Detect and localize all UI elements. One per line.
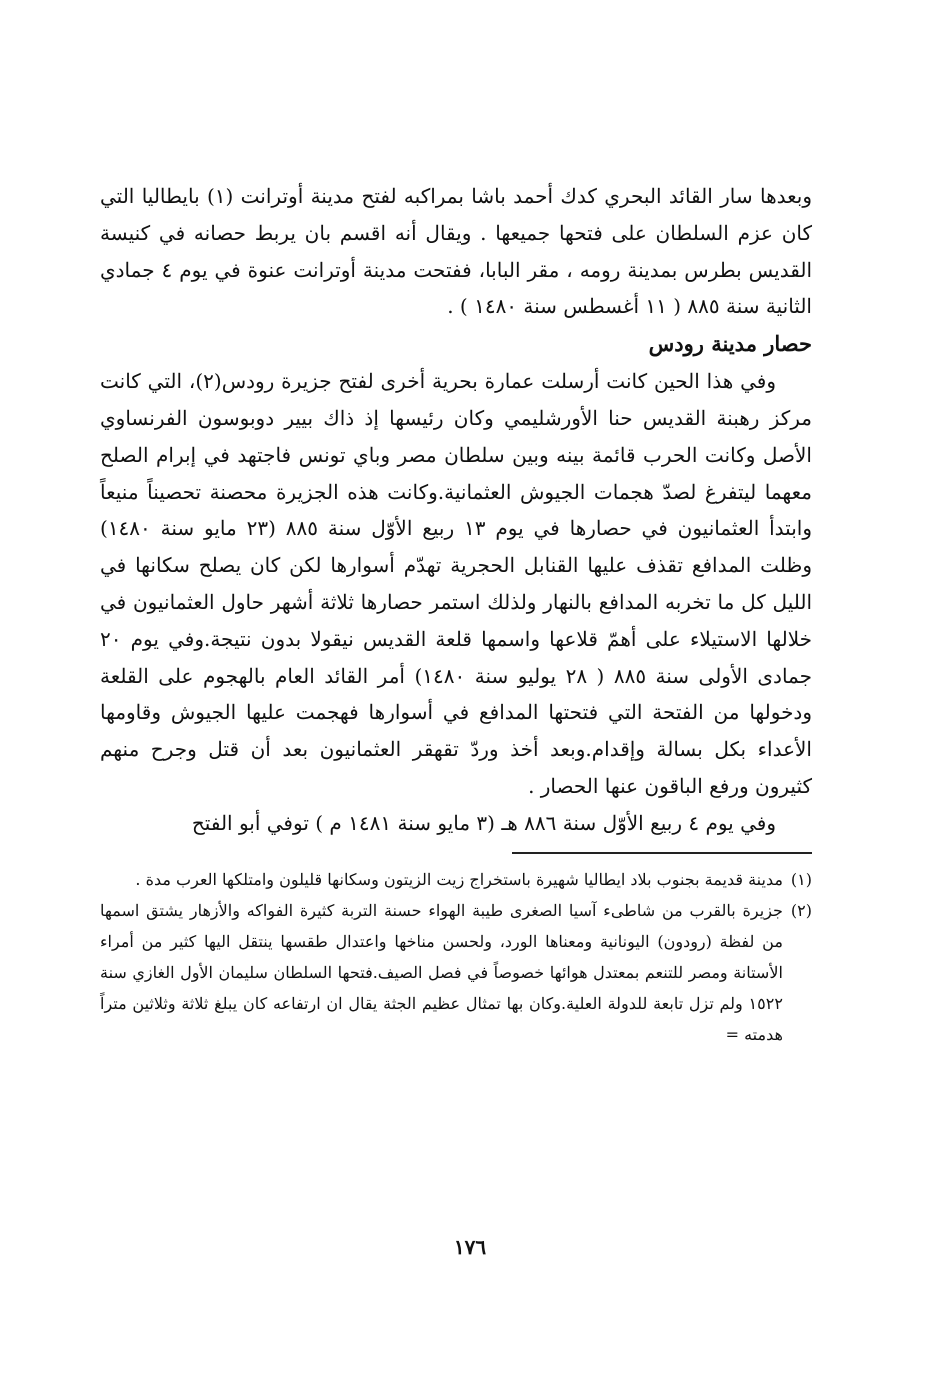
footnote-number: (١) (790, 869, 812, 889)
footnote-1 (100, 864, 812, 895)
page-number: ١٧٦ (453, 1235, 487, 1259)
section-heading: حصار مدينة رودس (648, 331, 812, 357)
footnote-divider (512, 852, 812, 854)
page-content (100, 178, 812, 1050)
body-paragraph-1: وبعدها سار القائد البحري كدك أحمد باشا بمراكبه لفتح مدينة أوترانت (١) بايطاليا التي كان عزم السلطان على فتحها جميعها . ويقال أنه اقسم بان يربط حصانه في كنيسة القديس بطرس بمدينة رومه ، مقر البابا، ففتحت مدينة أوترانت عنوة في يوم ٤ جمادي الثانية سنة ٨٨٥ ( ١١ أغسطس سنة ١٤٨٠ ) . (100, 184, 813, 319)
footnote-2 (100, 895, 812, 1050)
body-paragraph-3: وفي يوم ٤ ربيع الأوّل سنة ٨٨٦ هـ (٣ مايو سنة ١٤٨١ م ) توفي أبو الفتح (191, 810, 776, 835)
body-paragraph-2: وفي هذا الحين كانت أرسلت عمارة بحرية أخرى لفتح جزيرة رودس(٢)، التي كانت مركز رهبنة القديس حنا الأورشليمي وكان رئيسها إذ ذاك بيير دوبوسون الفرنساوي الأصل وكانت الحرب قائمة بينه وبين سلطان مصر وباي تونس فاجتهد في إبرام الصلح معهما ليتفرغ لصدّ هجمات الجيوش العثمانية.وكانت هذه الجزيرة محصنة تحصيناً منيعاً وابتدأ العثمانيون في حصارها في يوم ١٣ ربيع الأوّل سنة ٨٨٥ (٢٣ مايو سنة ١٤٨٠) وظلت المدافع تقذف عليها القنابل الحجرية تهدّم أسوارها لكن كان يصلح سكانها في الليل كل ما تخربه المدافع بالنهار ولذلك استمر حصارها ثلاثة أشهر حاول العثمانيون في خلالها الاستيلاء على أهمّ قلاعها واسمها قلعة القديس نيقولا بدون نتيجة.وفي يوم ٢٠ جمادى الأولى سنة ٨٨٥ ( ٢٨ يوليو سنة ١٤٨٠) أمر القائد العام بالهجوم على القلعة ودخولها من الفتحة التي فتحتها المدافع في أسوارها فهجمت عليها الجيوش وقاومها الأعداء بكل بسالة وإقدام.وبعد أخذ وردّ تقهقر العثمانيون بعد أن قتل وجرح منهم كثيرون ورفع الباقون عنها الحصار . (100, 369, 812, 798)
footnote-number: (٢) (790, 900, 812, 920)
footnote-text: مدينة قديمة بجنوب بلاد ايطاليا شهيرة باستخراج زيت الزيتون وسكانها قليلون وامتلكها العرب مدة . (135, 869, 783, 889)
footnote-text: جزيرة بالقرب من شاطىء آسيا الصغرى طيبة الهواء حسنة التربة كثيرة الفواكه والأزهار يشتق اسمها من لفظة (رودون) اليونانية ومعناها الورد، ولحسن مناخها واعتدال طقسها ينتقل اليها كثير من أمراء الأستانة ومصر للتنعم بمعتدل هوائها خصوصاً في فصل الصيف.فتحها السلطان سليمان الأول الغازي سنة ١٥٢٢ ولم تزل تابعة للدولة العلية.وكان بها تمثال عظيم الجثة يقال ان ارتفاعه كان يبلغ ثلاثة وثلاثين متراً هدمته = (100, 900, 783, 1044)
